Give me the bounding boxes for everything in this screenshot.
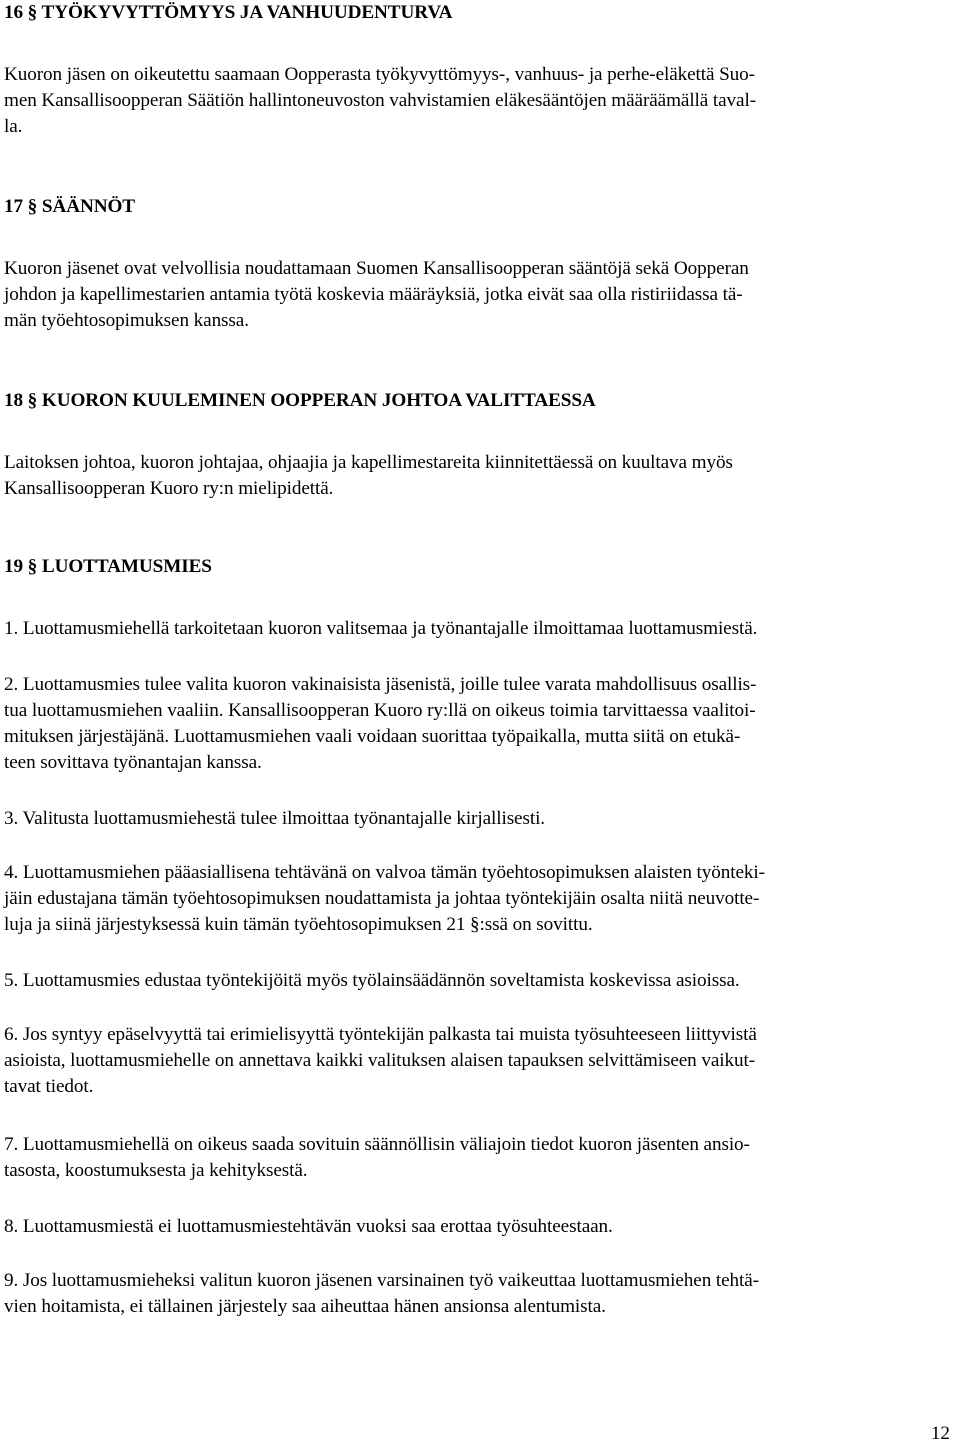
section-17-text-line: män työehtosopimuksen kanssa. [4,310,249,331]
section-16-text-line: la. [4,116,23,137]
section-19-item-9: vien hoitamista, ei tällainen järjestely saa aiheuttaa hänen ansionsa alentumista. [4,1296,606,1317]
section-19-item-9: 9. Jos luottamusmieheksi valitun kuoron jäsenen varsinainen työ vaikeuttaa luottamusmiehen tehtä- [4,1270,759,1291]
section-16-text-line: Kuoron jäsen on oikeutettu saamaan Oopperasta työkyvyttömyys-, vanhuus- ja perhe-eläkettä Suo- [4,64,755,85]
section-19-item-1: 1. Luottamusmiehellä tarkoitetaan kuoron valitsemaa ja työnantajalle ilmoittamaa luottamusmiestä. [4,618,758,639]
page-number: 12 [930,1423,950,1444]
section-18-heading: 18 § KUORON KUULEMINEN OOPPERAN JOHTOA VALITTAESSA [4,390,596,411]
section-19-item-6: tavat tiedot. [4,1076,94,1097]
section-19-item-6: 6. Jos syntyy epäselvyyttä tai erimielisyyttä työntekijän palkasta tai muista työsuhteeseen liittyvistä [4,1024,757,1045]
section-17-text-line: johdon ja kapellimestarien antamia työtä koskevia määräyksiä, jotka eivät saa olla ristiriidassa tä- [4,284,743,305]
section-18-text-line: Kansallisoopperan Kuoro ry:n mielipidettä. [4,478,334,499]
section-19-item-3: 3. Valitusta luottamusmiehestä tulee ilmoittaa työnantajalle kirjallisesti. [4,808,546,829]
section-19-item-6: asioista, luottamusmiehelle on annettava kaikki valituksen alaisen tapauksen selvittämiseen vaikut- [4,1050,755,1071]
section-19-item-8: 8. Luottamusmiestä ei luottamusmiestehtävän vuoksi saa erottaa työsuhteestaan. [4,1216,613,1237]
section-19-item-7: 7. Luottamusmiehellä on oikeus saada sovituin säännöllisin väliajoin tiedot kuoron jäsenten ansio- [4,1134,750,1155]
section-16-text-line: men Kansallisoopperan Säätiön hallintoneuvoston vahvistamien eläkesääntöjen määräämällä taval- [4,90,756,111]
section-19-item-2: mituksen järjestäjänä. Luottamusmiehen vaali voidaan suorittaa työpaikalla, mutta siitä on etukä- [4,726,741,747]
section-19-heading: 19 § LUOTTAMUSMIES [4,556,212,577]
section-17-text-line: Kuoron jäsenet ovat velvollisia noudattamaan Suomen Kansallisoopperan sääntöjä sekä Oopperan [4,258,749,279]
section-19-item-4: 4. Luottamusmiehen pääasiallisena tehtävänä on valvoa tämän työehtosopimuksen alaisten työnteki- [4,862,765,883]
section-18-text-line: Laitoksen johtoa, kuoron johtajaa, ohjaajia ja kapellimestareita kiinnitettäessä on kuultava myös [4,452,733,473]
section-17-heading: 17 § SÄÄNNÖT [4,196,135,217]
section-19-item-2: tua luottamusmiehen vaaliin. Kansallisoopperan Kuoro ry:llä on oikeus toimia tarvittaessa vaalitoi- [4,700,756,721]
section-19-item-7: tasosta, koostumuksesta ja kehityksestä. [4,1160,308,1181]
section-19-item-4: luja ja siinä järjestyksessä kuin tämän työehtosopimuksen 21 §:ssä on sovittu. [4,914,593,935]
section-16-heading: 16 § TYÖKYVYTTÖMYYS JA VANHUUDENTURVA [4,2,453,23]
section-19-item-5: 5. Luottamusmies edustaa työntekijöitä myös työlainsäädännön soveltamista koskevissa asioissa. [4,970,740,991]
section-19-item-2: teen sovittava työnantajan kanssa. [4,752,262,773]
section-19-item-2: 2. Luottamusmies tulee valita kuoron vakinaisista jäsenistä, joille tulee varata mahdollisuus osallis- [4,674,757,695]
section-19-item-4: jäin edustajana tämän työehtosopimuksen noudattamista ja johtaa työntekijäin osalta niitä neuvotte- [4,888,760,909]
